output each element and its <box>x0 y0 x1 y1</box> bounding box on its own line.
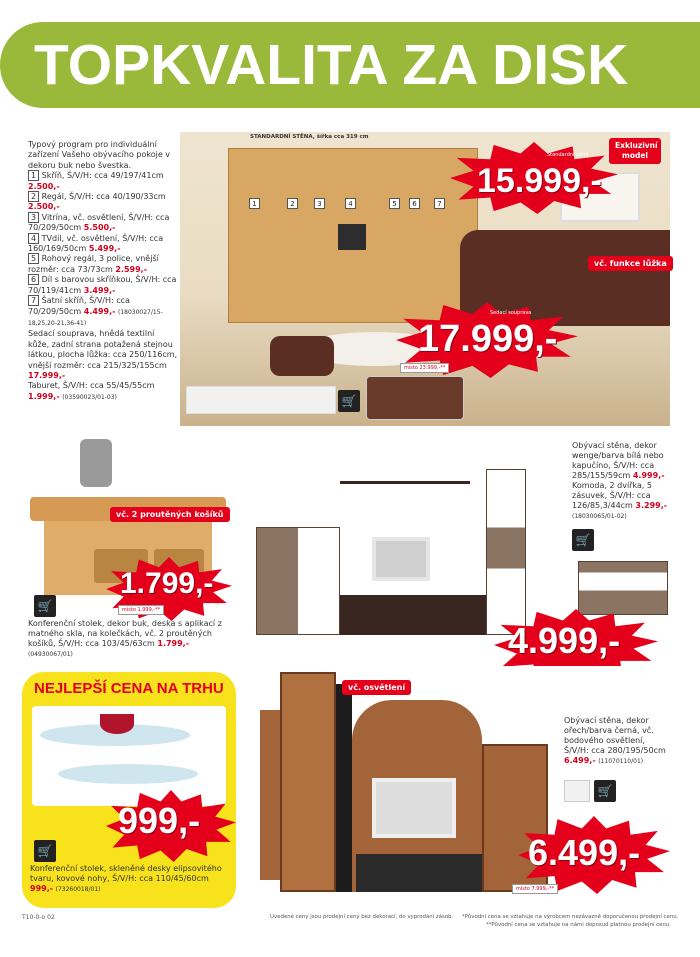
item-code: (18030027/15-18,25,20-21,36-41) <box>28 308 163 327</box>
item-number: 1 <box>28 170 39 181</box>
komoda-photo <box>578 561 668 615</box>
panel1-desc-0: Typový program pro individuální <box>28 140 157 149</box>
item-7 <box>28 296 178 329</box>
cart-icon: 🛒 <box>594 780 616 802</box>
sedaci-label: Sedací souprava <box>490 310 532 316</box>
marker-2: 2 <box>287 198 298 209</box>
exclusive-tag: Exkluzivní model <box>609 138 661 164</box>
item-3 <box>28 213 178 234</box>
taburet-text: Taburet, Š/V/H: cca 55/45/55cm <box>28 381 155 391</box>
tv <box>372 537 430 581</box>
coffee-table-panel <box>22 437 236 662</box>
item-price: 5.499,- <box>88 244 121 254</box>
item-price: 4.499,- <box>83 306 116 316</box>
item-text: Skříň, Š/V/H: cca 49/197/41cm <box>41 171 164 181</box>
coffee-code: (04930067/01) <box>28 651 73 658</box>
walnut-wall-photo <box>256 670 548 896</box>
marker-3: 3 <box>314 198 325 209</box>
glass-table-photo <box>32 706 226 806</box>
item-number: 6 <box>28 274 39 285</box>
best-price-headline: NEJLEPŠÍ CENA NA TRHU <box>34 680 224 697</box>
walnut-desc-price: 6.499,- <box>564 756 596 765</box>
wenge-desc <box>572 441 668 522</box>
living-room-panel <box>22 132 670 426</box>
walnut-wall-panel <box>246 666 670 910</box>
cabinet-left <box>256 527 340 635</box>
left-shelf <box>260 710 280 880</box>
wenge-desc-price: 4.999,- <box>632 471 665 480</box>
item-text: Rohový regál, 3 police, vnější rozměr: cca 73/73cm <box>28 254 159 274</box>
standard-zdroj-label: Standardní zdroj <box>547 152 589 158</box>
item-text: Šatní skříň, Š/V/H: cca 70/209/50cm <box>28 296 130 316</box>
header-banner <box>0 22 700 108</box>
item-number: 7 <box>28 295 39 306</box>
taburet-price: 1.999,- <box>28 391 60 401</box>
glass-desc-text: Konferenční stolek, skleněné desky elipsovitého tvaru, kovové nohy, Š/V/H: cca 110/45/60cm <box>30 864 222 883</box>
panel1-desc-2: dekoru buk nebo švestka. <box>28 160 132 170</box>
tv-bench <box>356 854 486 892</box>
walnut-desc-text: Obývací stěna, dekor ořech/barva černá, vč. bodového osvětlení, Š/V/H: cca 280/195/50cm <box>564 716 666 755</box>
wall-price: 15.999,- <box>477 162 602 200</box>
item-price: 2.599,- <box>115 264 148 274</box>
tv <box>372 778 456 838</box>
footer-note-2: *Původní cena se vztahuje na výrobcem nezávazně doporučenou prodejní cenu. <box>462 914 679 920</box>
item-6 <box>28 275 178 296</box>
coffee-price: 1.799,- <box>120 567 214 600</box>
item-number: 4 <box>28 233 39 244</box>
marker-1: 1 <box>249 198 260 209</box>
sofa-price-big: 17.999,- <box>418 318 558 360</box>
item-price: 3.499,- <box>83 285 116 295</box>
item-2 <box>28 192 178 202</box>
item-5 <box>28 254 178 275</box>
best-price-panel <box>22 672 236 908</box>
footer-code: T10-0-o 02 <box>22 914 55 921</box>
wenge-desc-text: Obývací stěna, dekor wenge/barva bílá nebo kapučíno, Š/V/H: cca 285/155/59cm <box>572 441 664 480</box>
cabinet-right <box>486 469 526 635</box>
marker-7: 7 <box>434 198 445 209</box>
wenge-code: (18030065/01-02) <box>572 513 627 520</box>
coffee-desc-price: 1.799,- <box>157 639 190 648</box>
item-4 <box>28 234 178 255</box>
coffee-desc <box>28 619 232 660</box>
cart-icon: 🛒 <box>34 595 56 617</box>
wenge-price: 4.999,- <box>508 620 621 661</box>
feature-icons <box>186 386 336 414</box>
item-text: TVdíl, vč. osvětlení, Š/V/H: cca 160/169/50cm <box>28 233 164 254</box>
wenge-wall-panel <box>246 437 670 665</box>
marker-4: 4 <box>345 198 356 209</box>
taburet-price-line <box>28 392 178 403</box>
item-1 <box>28 171 178 181</box>
panel1-text <box>28 140 178 403</box>
cart-icon: 🛒 <box>34 840 56 862</box>
footer-note-3: **Původní cena se vztahuje na námi doposud platnou prodejní cenu. <box>486 922 671 928</box>
item-text: Regál, Š/V/H: cca 40/190/33cm <box>41 192 166 202</box>
marker-6: 6 <box>409 198 420 209</box>
footer-note-1: Uvedené ceny jsou prodejní ceny bez dekorací, do vyprodání zásob. <box>270 914 454 920</box>
sofa-thumbnail <box>366 376 464 420</box>
item-1-price: 2.500,- <box>28 181 60 191</box>
coffee-desc-text: Konferenční stolek, dekor buk, deska s aplikací z matného skla, na kolečkách, vč. 2 proutěných košíků, Š/V/H: cca 103/45/63cm <box>28 619 222 648</box>
item-text: Díl s barovou skříňkou, Š/V/H: cca 70/119/41cm <box>28 275 177 295</box>
kettle <box>80 439 112 487</box>
cart-icon: 🛒 <box>572 529 594 551</box>
marker-5: 5 <box>389 198 400 209</box>
komoda-desc-text: Komoda, 2 dvířka, 5 zásuvek, Š/V/H: cca 126/85,3/44cm <box>572 481 653 510</box>
lighting-tag: vč. osvětlení <box>342 680 411 695</box>
tv-bench <box>340 595 486 635</box>
item-number: 3 <box>28 212 39 223</box>
walnut-price: 6.499,- <box>528 832 641 873</box>
walnut-old-price: místo 7.999,-** <box>512 884 558 894</box>
sofa-text: Sedací souprava, hnědá textilní kůže, zadní strana potažená stejnou látkou, plocha lůžka: cca 250/116cm, vnější rozměr: cca 215/325/155cm <box>28 329 178 370</box>
walnut-desc <box>564 716 668 767</box>
komoda-desc-price: 3.299,- <box>635 501 668 510</box>
sofa-price: 17.999,- <box>28 370 66 380</box>
wenge-wall-photo <box>256 467 526 649</box>
glass-code: (73260018/01) <box>55 886 101 893</box>
taburet <box>270 336 334 376</box>
item-2-price: 2.500,- <box>28 202 60 212</box>
sofa-old-price: místo 23.999,-** <box>400 363 449 373</box>
vitrine <box>280 672 336 892</box>
panel1-desc-1: zařízení Vašeho obývacího pokoje v <box>28 150 171 160</box>
sofa-desc <box>28 329 178 381</box>
baskets-tag: vč. 2 proutěných košíků <box>110 507 230 522</box>
bed-function-tag: vč. funkce lůžka <box>588 256 673 271</box>
feature-icon <box>564 780 590 802</box>
wall-label: STANDARDNÍ STĚNA, šířka cca 319 cm <box>250 134 369 140</box>
bowl <box>100 714 134 734</box>
item-price: 5.500,- <box>83 223 116 233</box>
black-column <box>336 684 352 892</box>
glass-desc <box>30 864 234 895</box>
taburet-desc <box>28 381 178 391</box>
item-text: Vitrína, vč. osvětlení, Š/V/H: cca 70/209/50cm <box>28 212 170 233</box>
cart-icon: 🛒 <box>338 390 360 412</box>
coffee-old-price: místo 1.999,-** <box>118 605 164 615</box>
tv-screen <box>338 224 366 250</box>
glass-bottom <box>58 764 198 784</box>
shelf-line <box>340 481 470 484</box>
glass-desc-price: 999,- <box>30 884 54 893</box>
taburet-code: (03590023/01-03) <box>62 393 117 401</box>
item-number: 2 <box>28 191 39 202</box>
item-number: 5 <box>28 253 39 264</box>
page-title: TOPKVALITA ZA DISK <box>34 33 629 97</box>
walnut-code: (11070110/01) <box>598 758 644 765</box>
glass-price: 999,- <box>118 800 201 841</box>
